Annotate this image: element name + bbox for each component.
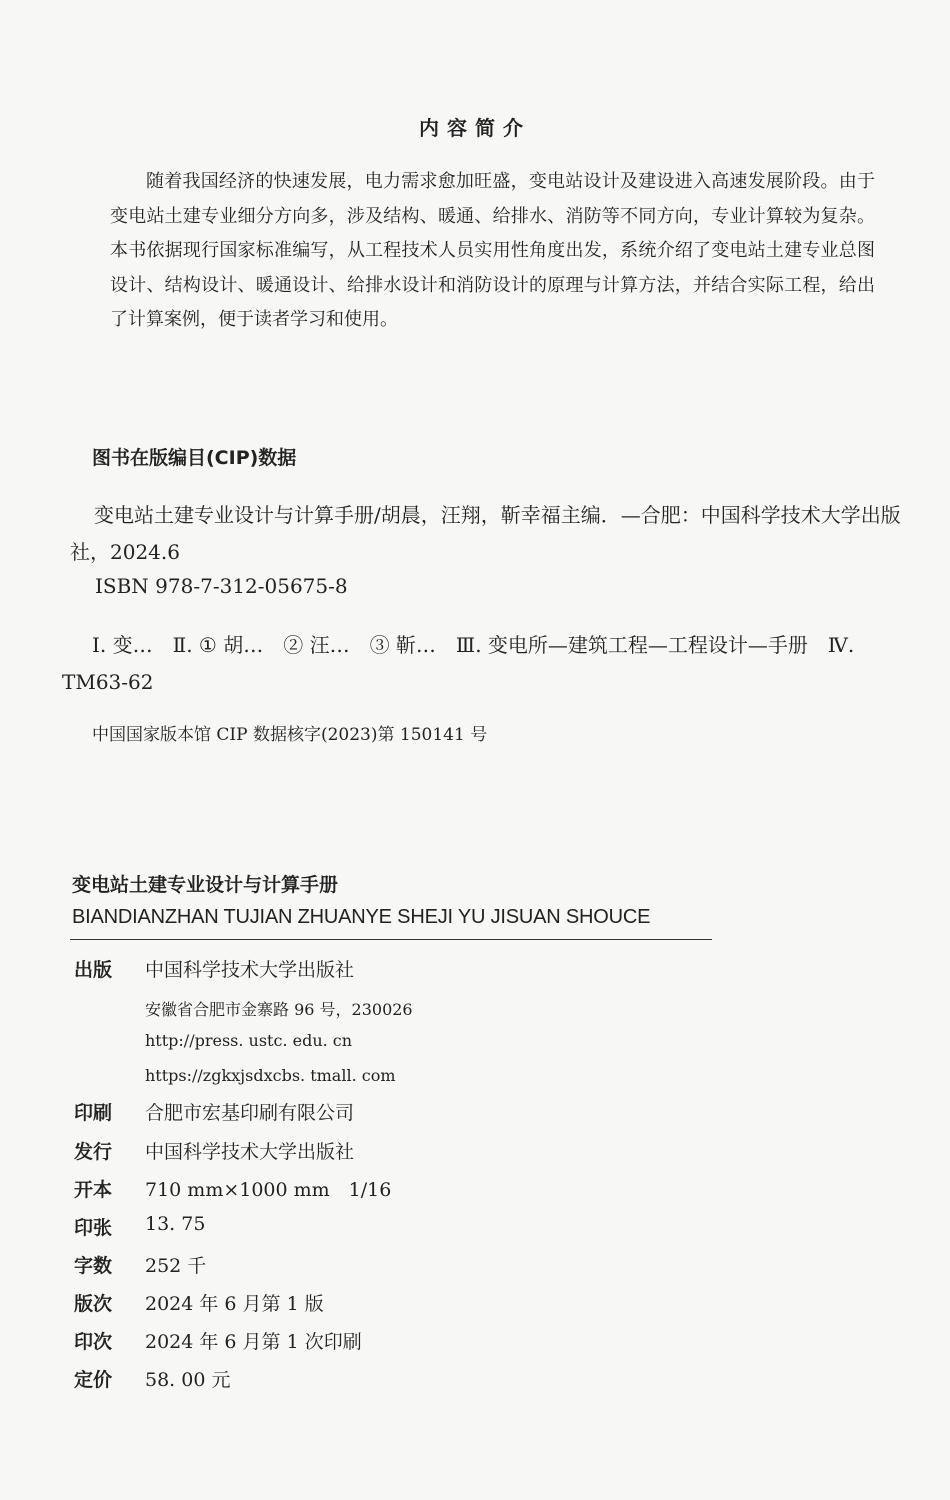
cip-description: 变电站土建专业设计与计算手册/胡晨，汪翔，靳幸福主编．—合肥：中国科学技术大学出版社，2024.6 bbox=[70, 503, 901, 564]
title-divider bbox=[70, 939, 712, 940]
book-title-chinese: 变电站土建专业设计与计算手册 bbox=[72, 874, 339, 896]
distributor-value: 中国科学技术大学出版社 bbox=[145, 1141, 355, 1163]
words-value: 252 千 bbox=[145, 1255, 207, 1277]
sheets-value: 13. 75 bbox=[145, 1213, 206, 1235]
printing-value: 2024 年 6 月第 1 次印刷 bbox=[145, 1331, 362, 1353]
publisher-website: http://press. ustc. edu. cn bbox=[145, 1031, 353, 1050]
printing-label: 印次 bbox=[74, 1331, 113, 1353]
intro-title: 内容简介 bbox=[419, 116, 531, 140]
publisher-label: 出版 bbox=[74, 959, 113, 981]
publisher-shop: https://zgkxjsdxcbs. tmall. com bbox=[145, 1066, 396, 1085]
publisher-address: 安徽省合肥市金寨路 96 号，230026 bbox=[145, 1000, 413, 1019]
intro-body bbox=[110, 165, 875, 338]
cip-classification: Ⅰ. 变… Ⅱ. ① 胡… ② 汪… ③ 靳… Ⅲ. 变电所—建筑工程—工程设计—手册 Ⅳ. TM63-62 bbox=[62, 633, 855, 694]
price-value: 58. 00 元 bbox=[145, 1369, 231, 1391]
distributor-label: 发行 bbox=[74, 1141, 113, 1163]
intro-paragraph: 随着我国经济的快速发展，电力需求愈加旺盛，变电站设计及建设进入高速发展阶段。由于变电站土建专业细分方向多，涉及结构、暖通、给排水、消防等不同方向，专业计算较为复杂。本书依据现行国家标准编写，从工程技术人员实用性角度出发，系统介绍了变电站土建专业总图设计、结构设计、暖通设计、给排水设计和消防设计的原理与计算方法，并结合实际工程，给出了计算案例，便于读者学习和使用。 bbox=[110, 171, 875, 330]
sheets-label: 印张 bbox=[74, 1217, 113, 1239]
printer-value: 合肥市宏基印刷有限公司 bbox=[145, 1102, 355, 1124]
book-title-pinyin: BIANDIANZHAN TUJIAN ZHUANYE SHEJI YU JISUAN SHOUCE bbox=[72, 906, 651, 928]
edition-value: 2024 年 6 月第 1 版 bbox=[145, 1293, 324, 1315]
publisher-value: 中国科学技术大学出版社 bbox=[145, 959, 355, 981]
cip-heading: 图书在版编目(CIP)数据 bbox=[92, 447, 297, 469]
cip-isbn: ISBN 978-7-312-05675-8 bbox=[95, 574, 348, 598]
edition-label: 版次 bbox=[74, 1293, 113, 1315]
words-label: 字数 bbox=[74, 1255, 113, 1277]
cip-record-number: 中国国家版本馆 CIP 数据核字(2023)第 150141 号 bbox=[92, 725, 488, 745]
printer-label: 印刷 bbox=[74, 1102, 113, 1124]
format-value: 710 mm×1000 mm 1/16 bbox=[145, 1179, 392, 1201]
price-label: 定价 bbox=[74, 1369, 113, 1391]
format-label: 开本 bbox=[74, 1179, 113, 1201]
